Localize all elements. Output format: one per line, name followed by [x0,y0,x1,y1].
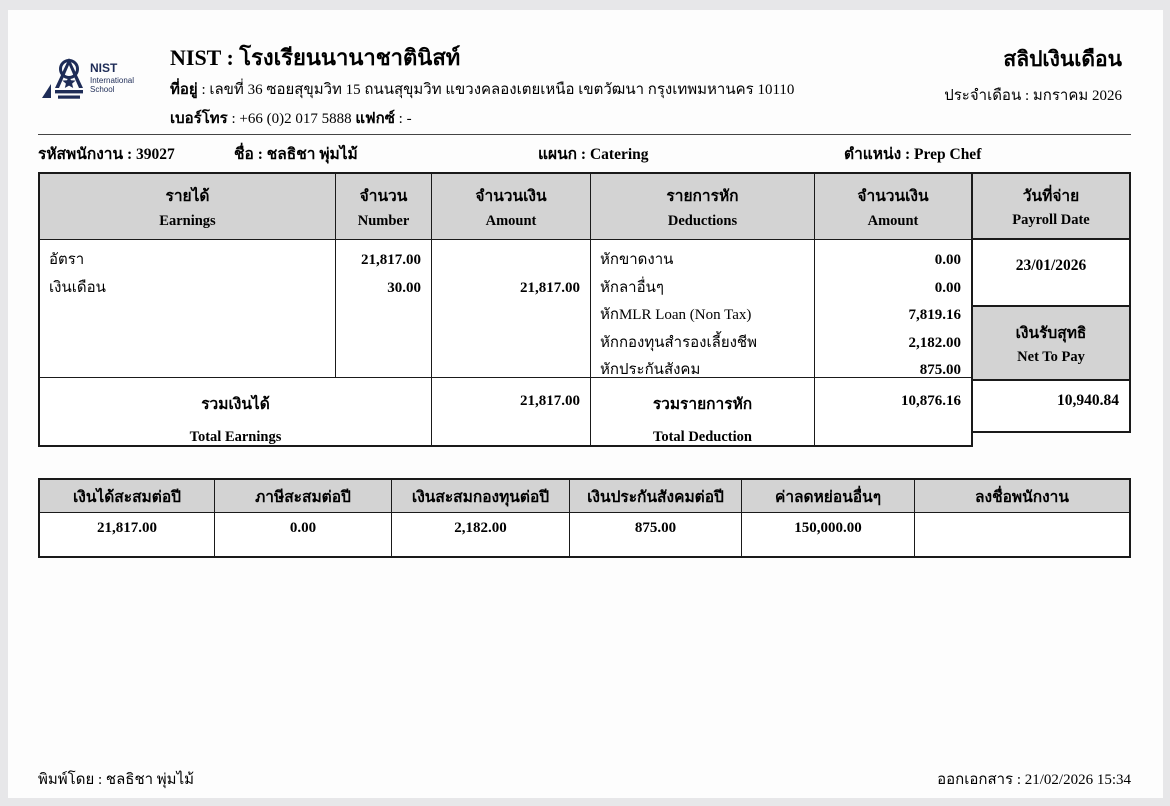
earning-row-number: 21,817.00 [361,252,421,268]
net-to-pay-header [971,305,1131,381]
fax-value: : - [394,111,412,127]
deduction-row-label: หักลาอื่นๆ [600,279,664,296]
header-deductions-th: รายการหัก [666,188,739,205]
earning-row-label: อัตรา [49,252,85,268]
ytd-value-tax: 0.00 [215,513,392,556]
header-ded-amount-th: จำนวนเงิน [857,188,929,205]
total-earnings-label-cell [40,378,432,446]
earning-row-amount [432,247,590,275]
net-to-pay-en: Net To Pay [1017,349,1085,366]
ytd-value-fund: 2,182.00 [392,513,570,556]
address-label: ที่อยู่ [170,82,198,98]
ytd-header-allowance: ค่าลดหย่อนอื่นๆ [742,480,915,513]
header-divider [38,134,1131,135]
earnings-labels-cell [40,240,336,378]
ytd-value-income: 21,817.00 [40,513,215,556]
deduction-row-amount: 0.00 [934,252,961,268]
total-earnings-th: รวมเงินได้ [201,396,270,413]
col-header-earnings [40,174,336,240]
col-header-deduction-amount [815,174,971,240]
ytd-header-income: เงินได้สะสมต่อปี [40,480,215,513]
header-number-th: จำนวน [359,188,408,205]
earnings-number-cell [336,240,432,378]
school-phone [170,106,412,130]
deduction-row-amount: 875.00 [919,362,961,379]
net-to-pay-amount: 10,940.84 [971,379,1131,433]
header-amount-en: Amount [485,213,537,229]
employee-position: ตำแหน่ง : Prep Chef [844,146,982,163]
ytd-value-social: 875.00 [570,513,742,556]
header-ded-amount-en: Amount [867,213,919,229]
header-earnings-en: Earnings [159,213,216,229]
header-amount-th: จำนวนเงิน [475,188,547,205]
ytd-table [38,478,1131,558]
payslip-table [38,172,1131,447]
employee-department: แผนก : Catering [538,146,649,163]
header-payroll-date-th: วันที่จ่าย [1022,187,1080,205]
payslip-document [8,10,1163,798]
phone-value: : +66 (0)2 017 5888 [227,111,356,127]
logo-sub2-text: School [90,85,115,94]
header-payroll-date-en: Payroll Date [1012,212,1090,229]
ytd-header-tax: ภาษีสะสมต่อปี [215,480,392,513]
deduction-amounts-cell [815,240,971,378]
deduction-row-amount: 7,819.16 [908,307,961,324]
total-deduction-en: Total Deduction [653,429,752,445]
ytd-header-social: เงินประกันสังคมต่อปี [570,480,742,513]
logo-brand-text: NIST [90,61,118,75]
deduction-row-label: หักMLR Loan (Non Tax) [600,307,752,324]
address-value: : เลขที่ 36 ซอยสุขุมวิท 15 ถนนสุขุมวิท แขวงคลองเตยเหนือ เขตวัฒนา กรุงเทพมหานคร 10110 [197,82,795,98]
deduction-row-amount: 0.00 [934,279,961,296]
col-header-deductions [591,174,815,240]
slip-period: ประจำเดือน : มกราคม 2026 [944,88,1122,104]
school-title: NIST : โรงเรียนนานาชาตินิสท์ [170,45,461,70]
total-deduction-label-cell [591,378,815,446]
ytd-header-fund: เงินสะสมกองทุนต่อปี [392,480,570,513]
deduction-row-label: หักขาดงาน [600,252,674,268]
col-header-payroll-date [971,172,1131,240]
ytd-value-allowance: 150,000.00 [742,513,915,556]
header-number-en: Number [357,213,410,229]
deduction-row-amount: 2,182.00 [908,334,961,351]
earning-row-label: เงินเดือน [49,279,106,296]
employee-id: รหัสพนักงาน : 39027 [38,146,175,163]
employee-name: ชื่อ : ชลธิชา พุ่มไม้ [234,146,358,163]
total-deduction-amount: 10,876.16 [901,393,961,409]
fax-label: แฟกซ์ [355,111,395,127]
earnings-amount-cell [432,240,591,378]
total-earnings-en: Total Earnings [189,429,282,445]
deduction-row-label: หักกองทุนสำรองเลี้ยงชีพ [600,334,757,351]
phone-label: เบอร์โทร [170,111,228,127]
earning-row-amount: 21,817.00 [520,279,580,296]
ytd-signature-cell [915,513,1129,556]
slip-title: สลิปเงินเดือน [1003,47,1122,71]
deduction-row-label: หักประกันสังคม [600,362,701,379]
total-deduction-th: รวมรายการหัก [652,396,753,413]
payroll-date-value: 23/01/2026 [971,238,1131,307]
net-to-pay-th: เงินรับสุทธิ [1015,324,1087,342]
col-header-amount [432,174,591,240]
school-address [170,77,794,101]
header-deductions-en: Deductions [667,213,738,229]
earning-row-number: 30.00 [387,279,421,296]
total-earnings-amount: 21,817.00 [432,378,591,446]
printed-by-text: พิมพ์โดย : ชลธิชา พุ่มไม้ [38,772,195,788]
logo-sub1-text: International [90,76,135,85]
col-header-number [336,174,432,240]
payslip-main-grid [38,172,973,447]
ytd-header-signature: ลงชื่อพนักงาน [915,480,1129,513]
header-earnings-th: รายได้ [165,188,210,205]
employee-info-row [38,141,1131,167]
nist-logo-icon [38,52,168,110]
deduction-labels-cell [591,240,815,378]
issued-date-text: ออกเอกสาร : 21/02/2026 15:34 [937,772,1131,788]
